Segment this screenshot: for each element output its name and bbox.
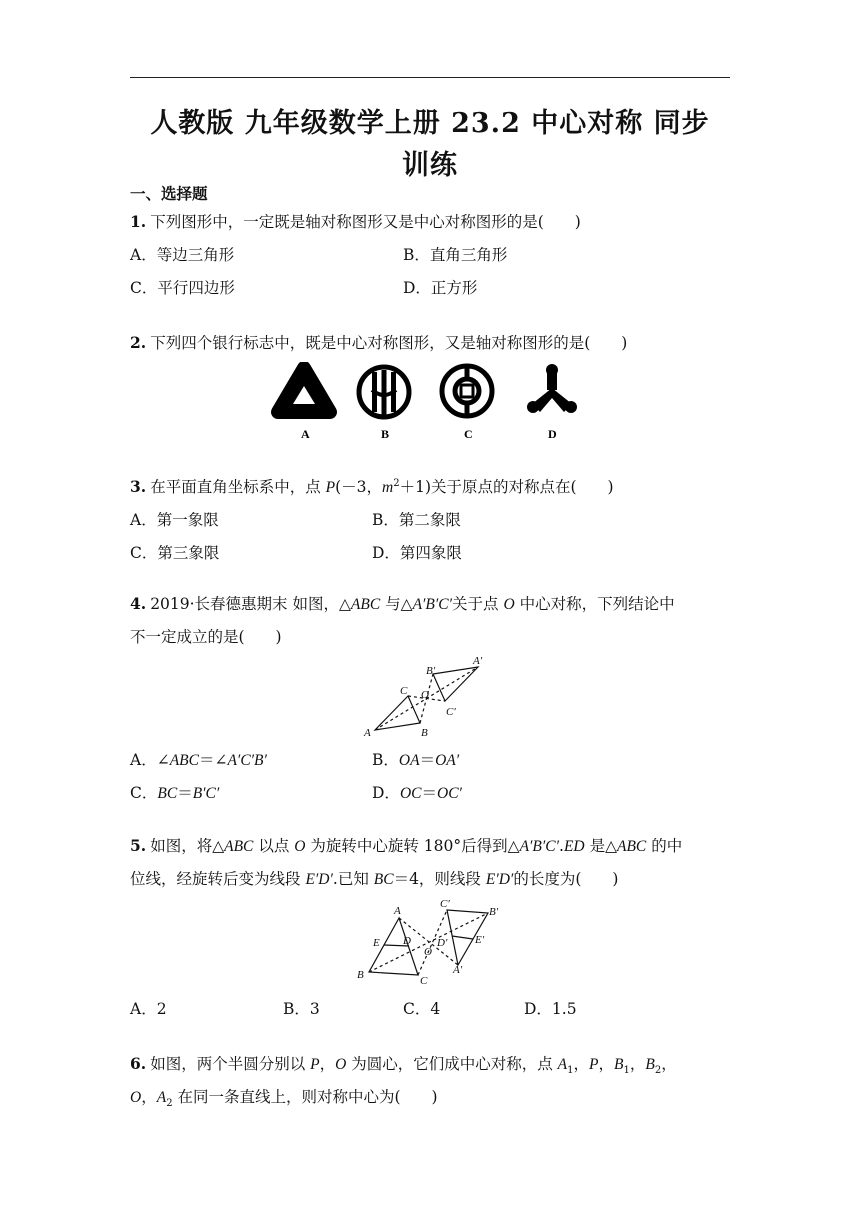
q5-option-a: A．2 xyxy=(130,1000,167,1018)
question-4-line-1: 4. 2019·长春德惠期末 如图，△ABC 与△A′B′C′关于点 O 中心对称，下列结论中 xyxy=(130,594,675,613)
svg-text:D′: D′ xyxy=(437,937,448,949)
q5-option-d: D．1.5 xyxy=(524,1000,577,1018)
question-5-line-1: 5. 如图，将△ABC 以点 O 为旋转中心旋转 180°后得到△A′B′C′.ED 是△ABC 的中 xyxy=(130,836,683,855)
q1-option-b: B．直角三角形 xyxy=(403,246,508,264)
svg-text:C′: C′ xyxy=(446,706,456,718)
q1-option-a: A．等边三角形 xyxy=(130,246,235,264)
question-text: 下列四个银行标志中，既是中心对称图形，又是轴对称图形的是( ) xyxy=(150,334,628,352)
svg-text:A′: A′ xyxy=(453,964,463,976)
q4-option-a: A．∠ABC＝∠A′C′B′ xyxy=(130,751,267,769)
q3-option-d: D．第四象限 xyxy=(372,544,462,562)
q4-option-b: B．OA＝OA′ xyxy=(372,751,460,769)
question-6-line-1: 6. 如图，两个半圆分别以 P，O 为圆心，它们成中心对称，点 $A_1$，P，$B_1$，$B_2$， xyxy=(130,1054,677,1077)
question-5-line-2: 位线，经旋转后变为线段 E′D′.已知 BC＝4，则线段 E′D′的长度为( ) xyxy=(130,870,619,888)
svg-text:A: A xyxy=(394,905,401,917)
q4-option-c: C．BC＝B′C′ xyxy=(130,784,220,802)
svg-text:C: C xyxy=(420,975,428,986)
question-6-line-2: O，$A_2$ 在同一条直线上，则对称中心为( ) xyxy=(130,1088,438,1110)
logo-label-d: D xyxy=(548,427,557,441)
bank-logo-b xyxy=(359,367,409,417)
q3-option-c: C．第三象限 xyxy=(130,544,220,562)
svg-text:B′: B′ xyxy=(426,665,436,677)
question-number: 3. xyxy=(130,477,147,496)
q5-option-c: C．4 xyxy=(403,1000,441,1018)
q5-option-b: B．3 xyxy=(283,1000,320,1018)
q1-option-d: D．正方形 xyxy=(403,279,478,297)
question-1 xyxy=(130,210,581,232)
title-line-1: 人教版 九年级数学上册 23.2 中心对称 同步 xyxy=(150,108,710,139)
title-line-2: 训练 xyxy=(402,150,458,181)
bank-logo-d xyxy=(527,364,577,413)
question-number: 5. xyxy=(130,836,147,855)
svg-text:O: O xyxy=(424,946,432,958)
bank-logos-figure xyxy=(270,362,590,444)
q5-figure xyxy=(352,896,512,986)
svg-text:E: E xyxy=(373,937,380,949)
question-number: 6. xyxy=(130,1054,147,1073)
question-2 xyxy=(130,331,627,353)
header-rule xyxy=(130,77,730,78)
bank-logo-c xyxy=(442,365,492,417)
question-3: 3. 在平面直角坐标系中，点 P(－3，$m^2+1$)关于原点的对称点在( ) xyxy=(130,477,614,496)
question-4-line-2: 不一定成立的是( ) xyxy=(130,628,282,646)
svg-text:D: D xyxy=(403,935,411,947)
section-title: 一、选择题 xyxy=(130,184,208,203)
svg-text:C′: C′ xyxy=(440,898,450,910)
logo-label-c: C xyxy=(464,427,473,441)
logo-label-a: A xyxy=(301,427,310,441)
q4-figure xyxy=(360,650,500,742)
question-number: 1. xyxy=(130,212,147,231)
svg-text:B′: B′ xyxy=(489,906,499,918)
svg-text:C: C xyxy=(400,685,408,697)
bank-logo-a xyxy=(278,368,330,412)
q4-option-d: D．OC＝OC′ xyxy=(372,784,462,802)
svg-text:E′: E′ xyxy=(475,934,485,946)
svg-text:B: B xyxy=(357,969,364,981)
question-number: 2. xyxy=(130,333,147,352)
svg-text:A′: A′ xyxy=(473,655,483,667)
svg-text:O: O xyxy=(421,689,429,701)
svg-text:A: A xyxy=(364,727,371,739)
question-text: 下列图形中，一定既是轴对称图形又是中心对称图形的是( ) xyxy=(150,213,581,231)
question-number: 4. xyxy=(130,594,147,613)
q3-option-a: A．第一象限 xyxy=(130,511,219,529)
page-title xyxy=(110,103,750,187)
q3-option-b: B．第二象限 xyxy=(372,511,461,529)
logo-label-b: B xyxy=(381,427,390,441)
q1-option-c: C．平行四边形 xyxy=(130,279,235,297)
svg-text:B: B xyxy=(421,727,428,739)
